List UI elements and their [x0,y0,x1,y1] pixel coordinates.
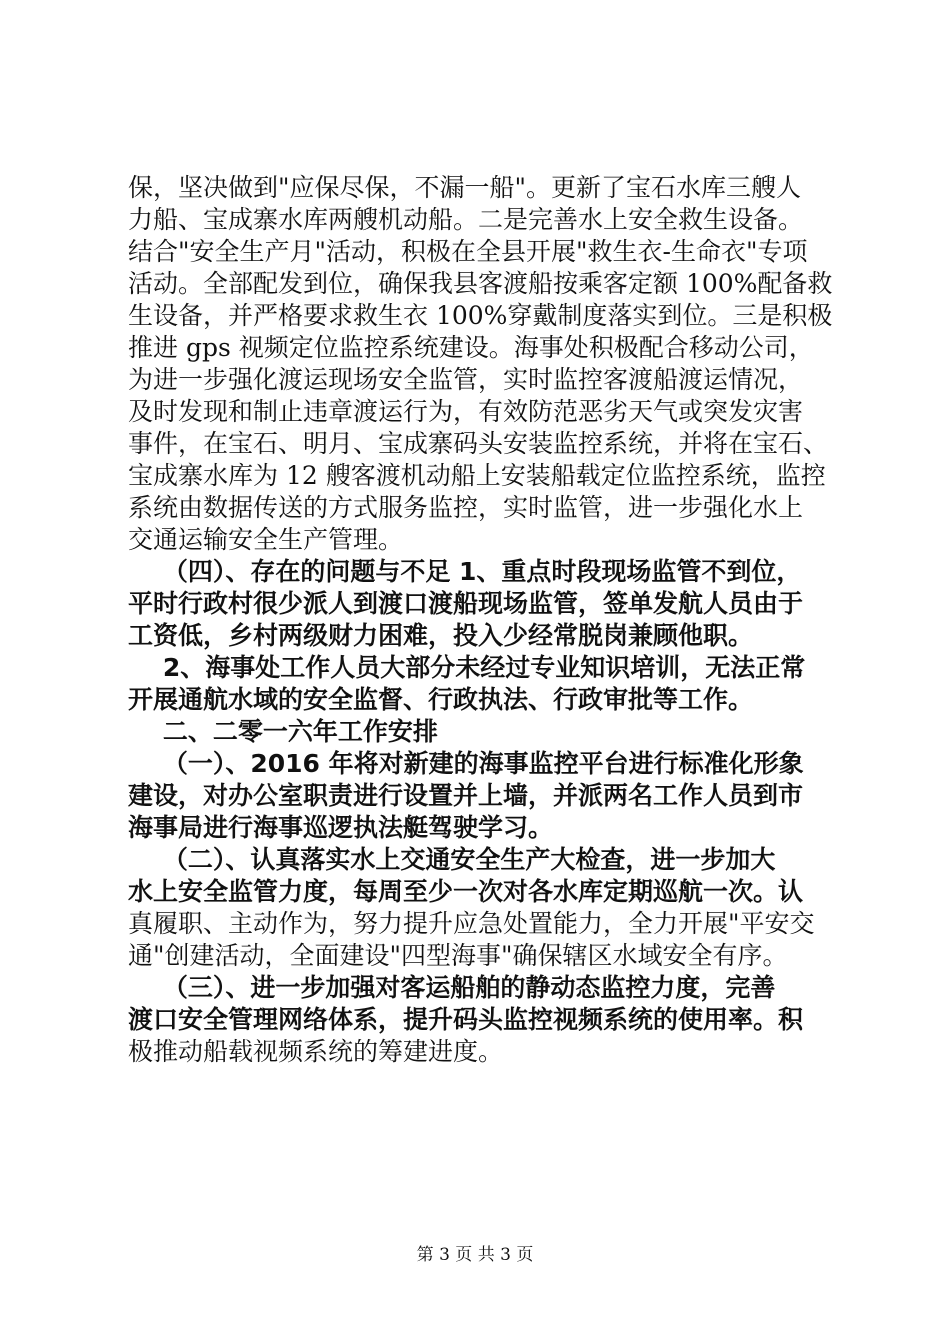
document-line: 结合"安全生产月"活动，积极在全县开展"救生衣-生命衣"专项 [128,237,808,266]
document-line: 推进 gps 视频定位监控系统建设。海事处积极配合移动公司， [128,333,814,362]
page-footer: 第 3 页 共 3 页 [416,1245,534,1265]
document-line: 为进一步强化渡运现场安全监管，实时监控客渡船渡运情况， [128,365,804,394]
document-line: 建设，对办公室职责进行设置并上墙，并派两名工作人员到市 [128,781,804,810]
document-line: 交通运输安全生产管理。 [128,525,404,554]
document-line: 力船、宝成寨水库两艘机动船。二是完善水上安全救生设备。 [128,205,804,234]
document-line: 通"创建活动，全面建设"四型海事"确保辖区水域安全有序。 [128,941,788,970]
document-line: 工资低，乡村两级财力困难，投入少经常脱岗兼顾他职。 [128,621,754,650]
document-line: 真履职、主动作为，努力提升应急处置能力，全力开展"平安交 [128,909,815,938]
document-line: 极推动船载视频系统的筹建进度。 [128,1037,504,1066]
document-line: 系统由数据传送的方式服务监控，实时监管，进一步强化水上 [128,493,804,522]
document-line: 2、海事处工作人员大部分未经过专业知识培训，无法正常 [128,653,806,682]
document-line: 开展通航水域的安全监督、行政执法、行政审批等工作。 [128,685,754,714]
document-line: （三）、进一步加强对客运船舶的静动态监控力度，完善 [128,973,776,1002]
document-line: 水上安全监管力度，每周至少一次对各水库定期巡航一次。认 [128,877,804,906]
document-line: 活动。全部配发到位，确保我县客渡船按乘客定额 100%配备救 [128,269,833,298]
document-line: 宝成寨水库为 12 艘客渡机动船上安装船载定位监控系统，监控 [128,461,826,490]
document-line: （二）、认真落实水上交通安全生产大检查，进一步加大 [128,845,776,874]
document-line: 平时行政村很少派人到渡口渡船现场监管，签单发航人员由于 [128,589,804,618]
document-line: 渡口安全管理网络体系，提升码头监控视频系统的使用率。积 [128,1005,804,1034]
document-line: 海事局进行海事巡逻执法艇驾驶学习。 [128,813,554,842]
document-line: （四）、存在的问题与不足 1、重点时段现场监管不到位， [128,557,802,586]
document-body [128,172,836,1068]
document-line: 二、二零一六年工作安排 [128,717,438,746]
document-line: 及时发现和制止违章渡运行为，有效防范恶劣天气或突发灾害 [128,397,804,426]
document-line: 保，坚决做到"应保尽保，不漏一船"。更新了宝石水库三艘人 [128,173,802,202]
document-line: 生设备，并严格要求救生衣 100%穿戴制度落实到位。三是积极 [128,301,833,330]
document-line: （一）、2016 年将对新建的海事监控平台进行标准化形象 [128,749,804,778]
document-line: 事件，在宝石、明月、宝成寨码头安装监控系统，并将在宝石、 [128,429,829,458]
